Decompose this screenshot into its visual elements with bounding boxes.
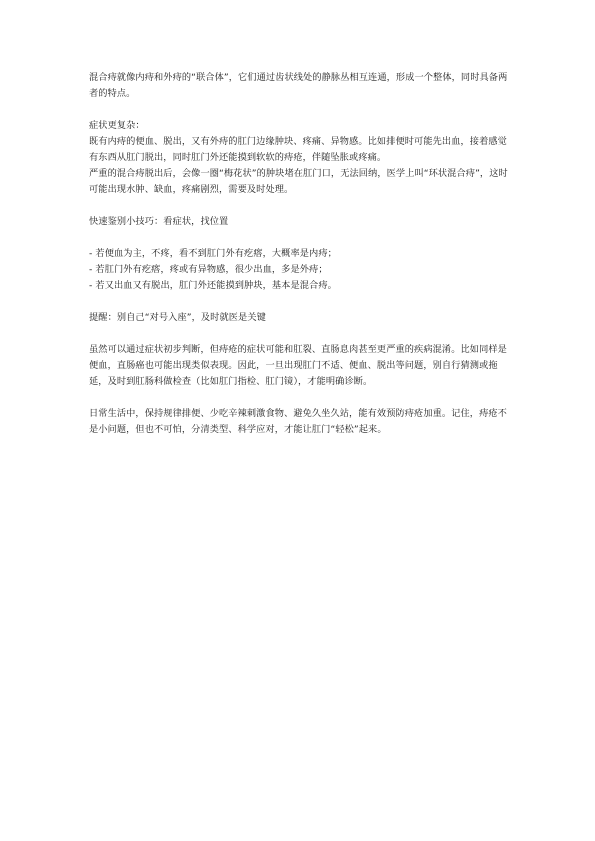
list-item: - 若便血为主，不疼，看不到肛门外有疙瘩，大概率是内痔； <box>89 248 337 259</box>
list-item: - 若肛门外有疙瘩，疼或有异物感，很少出血，多是外痔； <box>89 264 328 275</box>
symptoms-paragraph-2: 严重的混合痔脱出后，会像一圈“梅花状”的肿块堵在肛门口，无法回纳，医学上叫“环状混合痔”，这时可能出现水肿、缺血，疼痛剧烈，需要及时处理。 <box>89 168 508 195</box>
quick-tips-heading: 快速鉴别小技巧：看症状，找位置 <box>89 216 229 227</box>
article-body <box>89 70 509 438</box>
symptoms-paragraph-1: 既有内痔的便血、脱出，又有外痔的肛门边缘肿块、疼痛、异物感。比如排便时可能先出血，接着感觉有东西从肛门脱出，同时肛门外还能摸到软软的痔疮，伴随坠胀或疼痛。 <box>89 136 507 163</box>
intro-paragraph: 混合痔就像内痔和外痔的“联合体”，它们通过齿状线处的静脉丛相互连通，形成一个整体，同时具备两者的特点。 <box>89 72 508 99</box>
quick-tips-list <box>89 246 509 294</box>
list-item: - 若又出血又有脱出，肛门外还能摸到肿块，基本是混合痔。 <box>89 280 337 291</box>
symptoms-section <box>89 118 509 198</box>
reminder-paragraph-2: 日常生活中，保持规律排便、少吃辛辣刺激食物、避免久坐久站，能有效预防痔疮加重。记住，痔疮不是小问题，但也不可怕，分清类型、科学应对，才能让肛门“轻松”起来。 <box>89 408 507 435</box>
reminder-paragraph-1: 虽然可以通过症状初步判断，但痔疮的症状可能和肛裂、直肠息肉甚至更严重的疾病混淆。比如同样是便血，直肠癌也可能出现类似表现。因此，一旦出现肛门不适、便血、脱出等问题，别自行猜测或拖延，及时到肛肠科做检查（比如肛门指检、肛门镜），才能明确诊断。 <box>89 344 507 387</box>
reminder-heading: 提醒：别自己“对号入座”，及时就医是关键 <box>89 312 266 323</box>
symptoms-heading: 症状更复杂： <box>89 120 145 131</box>
